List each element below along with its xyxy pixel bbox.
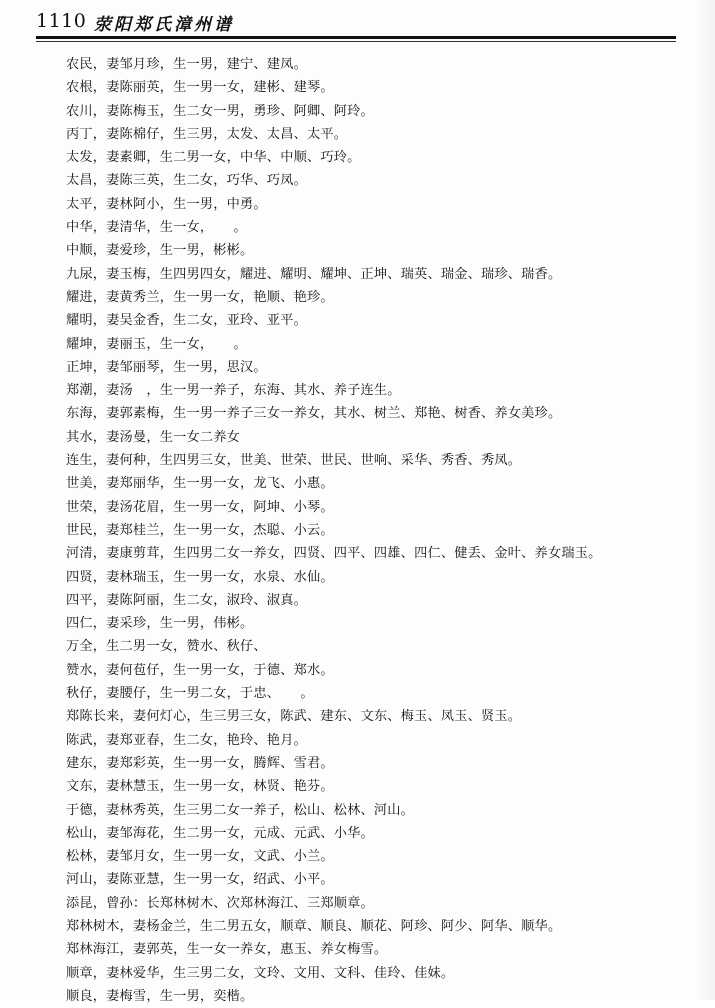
genealogy-entry: 正坤，妻邹丽琴，生一男，思汉。 bbox=[66, 359, 267, 375]
genealogy-entry: 郑陈长来，妻何灯心，生三男三女，陈武、建东、文东、梅玉、凤玉、贤玉。 bbox=[66, 709, 522, 725]
genealogy-entry: 秋仔，妻腰仔，生一男二女，于忠、 。 bbox=[66, 686, 314, 702]
genealogy-entry: 连生，妻何种，生四男三女，世美、世荣、世民、世响、采华、秀香、秀凤。 bbox=[66, 453, 522, 469]
genealogy-entry: 四贤，妻林瑞玉，生一男一女，水泉、水仙。 bbox=[66, 569, 334, 585]
genealogy-entry: 耀坤，妻丽玉，生一女， 。 bbox=[66, 336, 247, 352]
genealogy-entry: 松林，妻邹月女，生一男一女，文武、小兰。 bbox=[66, 849, 334, 865]
genealogy-entry: 顺章，妻林爱华，生三男二女，文玲、文用、文科、佳玲、佳妹。 bbox=[66, 965, 455, 981]
genealogy-entry: 松山，妻邹海花，生二男一女，元成、元武、小华。 bbox=[66, 825, 374, 841]
genealogy-entry: 陈武，妻郑亚春，生二女，艳玲、艳月。 bbox=[66, 732, 307, 748]
genealogy-entry: 农根，妻陈丽英，生一男一女，建彬、建琴。 bbox=[66, 80, 334, 96]
genealogy-entry: 添昆，曾孙：长郑林树木、次郑林海江、三郑顺章。 bbox=[66, 895, 374, 911]
book-title: 荥阳郑氏漳州谱 bbox=[94, 15, 234, 35]
genealogy-entry: 其水，妻汤曼，生一女二养女 bbox=[66, 429, 241, 445]
genealogy-entry: 耀明，妻吴金香，生二女，亚玲、亚平。 bbox=[66, 313, 307, 329]
genealogy-entry: 太发，妻素卿，生二男一女，中华、中顺、巧玲。 bbox=[66, 150, 361, 166]
genealogy-entry: 四平，妻陈阿丽，生二女，淑玲、淑真。 bbox=[66, 592, 307, 608]
genealogy-entry: 顺良，妻梅雪，生一男，奕楷。 bbox=[66, 988, 254, 1004]
genealogy-entry: 郑潮，妻汤 ，生一男一养子，东海、其水、养子连生。 bbox=[66, 383, 401, 399]
genealogy-entry: 河清，妻康剪茸，生四男二女一养女，四贤、四平、四雄、四仁、健丢、金叶、养女瑞玉。 bbox=[66, 546, 602, 562]
page-number: 1110 bbox=[36, 10, 87, 32]
genealogy-entry: 东海，妻郭素梅，生一男一养子三女一养女，其水、树兰、郑艳、树香、养女美珍。 bbox=[66, 406, 562, 422]
genealogy-entry: 河山，妻陈亚慧，生一男一女，绍武、小平。 bbox=[66, 872, 334, 888]
genealogy-entry: 中华，妻清华，生一女， 。 bbox=[66, 220, 247, 236]
genealogy-entry: 中顺，妻爱珍，生一男，彬彬。 bbox=[66, 243, 254, 259]
genealogy-entries bbox=[66, 53, 686, 1008]
genealogy-entry: 世民，妻郑桂兰，生一男一女，杰聪、小云。 bbox=[66, 522, 334, 538]
header-rule-thin bbox=[36, 41, 676, 42]
genealogy-entry: 郑林海江，妻郭英，生一女一养女，惠玉、养女梅雪。 bbox=[66, 942, 388, 958]
genealogy-entry: 文东，妻林慧玉，生一男一女，林贤、艳芬。 bbox=[66, 779, 334, 795]
genealogy-entry: 太平，妻林阿小，生一男，中勇。 bbox=[66, 196, 267, 212]
genealogy-entry: 四仁，妻采珍，生一男，伟彬。 bbox=[66, 616, 254, 632]
genealogy-entry: 九尿，妻玉梅，生四男四女，耀进、耀明、耀坤、正坤、瑞英、瑞金、瑞珍、瑞香。 bbox=[66, 266, 562, 282]
genealogy-entry: 农民，妻邹月珍，生一男，建宁、建凤。 bbox=[66, 57, 307, 72]
genealogy-entry: 世美，妻郑丽华，生一男一女，龙飞、小惠。 bbox=[66, 476, 334, 492]
page-header bbox=[36, 6, 676, 34]
genealogy-entry: 耀进，妻黄秀兰，生一男一女，艳顺、艳珍。 bbox=[66, 289, 334, 305]
genealogy-entry: 建东，妻郑彩英，生一男一女，腾辉、雪君。 bbox=[66, 755, 334, 771]
page-edge-shadow bbox=[695, 0, 715, 1000]
header-rule-thick bbox=[36, 36, 676, 39]
genealogy-entry: 丙丁，妻陈棉仔，生三男，太发、太昌、太平。 bbox=[66, 126, 348, 142]
genealogy-entry: 太昌，妻陈三英，生二女，巧华、巧凤。 bbox=[66, 173, 307, 189]
genealogy-entry: 郑林树木，妻杨金兰，生二男五女，顺章、顺良、顺花、阿珍、阿少、阿华、顺华。 bbox=[66, 918, 562, 934]
genealogy-entry: 万全，生二男一女，赞水、秋仔、 bbox=[66, 639, 267, 655]
genealogy-entry: 于德，妻林秀英，生三男二女一养子，松山、松林、河山。 bbox=[66, 802, 415, 818]
genealogy-entry: 农川，妻陈梅玉，生二女一男，勇珍、阿卿、阿玲。 bbox=[66, 103, 374, 119]
genealogy-entry: 赞水，妻何苞仔，生一男一女，于德、郑水。 bbox=[66, 662, 334, 678]
genealogy-entry: 世荣，妻汤花眉，生一男一女，阿坤、小琴。 bbox=[66, 499, 334, 515]
